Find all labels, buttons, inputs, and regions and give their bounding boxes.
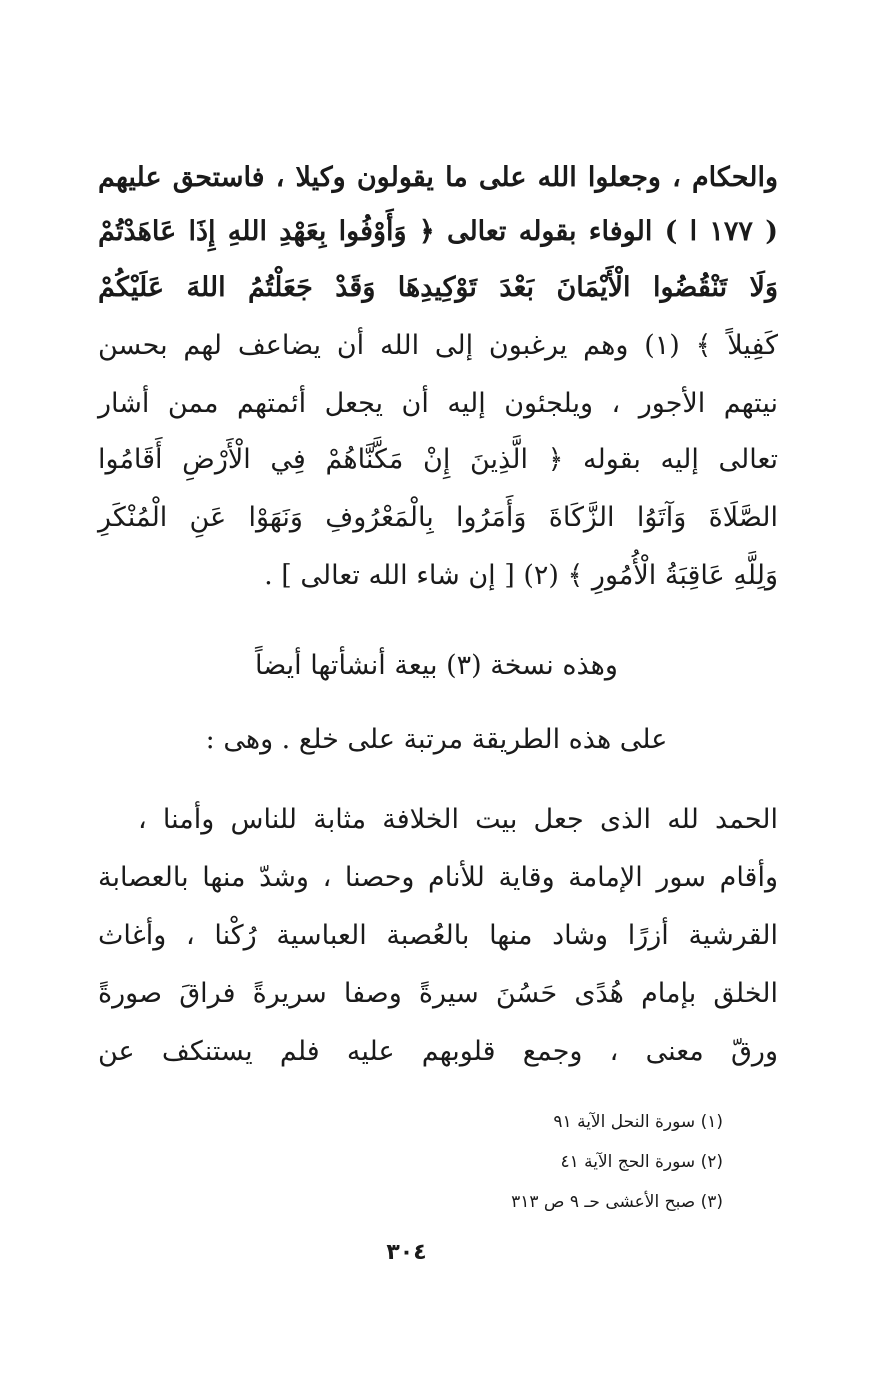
paragraph-line: وَلِلَّهِ عَاقِبَةُ الْأُمُورِ ﴾ (٢) [ إن شاء الله تعالى ] . (264, 560, 778, 591)
footnote: (٣) صبح الأعشى حـ ٩ ص ٣١٣ (511, 1192, 723, 1212)
paragraph-line: ورقّ معنى ، وجمع قلوبهم عليه فلم يستنكف عن (98, 1036, 778, 1067)
page-number: ٣٠٤ (386, 1240, 427, 1265)
paragraph-line: ( ١٧٧ ا ) الوفاء بقوله تعالى ﴿ وَأَوْفُوا بِعَهْدِ اللهِ إِذَا عَاهَدْتُمْ (98, 216, 778, 247)
footnote: (٢) سورة الحج الآية ٤١ (560, 1152, 723, 1172)
paragraph-line: تعالى إليه بقوله ﴿ الَّذِينَ إِنْ مَكَّنَّاهُمْ فِي الْأَرْضِ أَقَامُوا (98, 444, 778, 475)
paragraph-line: القرشية أزرًا وشاد منها بالعُصبة العباسية رُكْنا ، وأغاث (98, 920, 778, 951)
paragraph-line: نيتهم الأجور ، ويلجئون إليه أن يجعل أئمتهم ممن أشار (98, 388, 778, 419)
paragraph-line: الصَّلَاةَ وَآتَوُا الزَّكَاةَ وَأَمَرُوا بِالْمَعْرُوفِ وَنَهَوْا عَنِ الْمُنْكَرِ (98, 502, 778, 533)
paragraph-line: وَلَا تَنْقُضُوا الْأَيْمَانَ بَعْدَ تَوْكِيدِهَا وَقَدْ جَعَلْتُمُ اللهَ عَلَيْكُمْ (98, 272, 778, 303)
section-heading: وهذه نسخة (٣) بيعة أنشأتها أيضاً (255, 650, 618, 681)
footnote: (١) سورة النحل الآية ٩١ (553, 1112, 723, 1132)
paragraph-line: الخلق بإمام هُدًى حَسُنَ سيرةً وصفا سريرةً فراقَ صورةً (98, 978, 778, 1009)
paragraph-line: كَفِيلاً ﴾ (١) وهم يرغبون إلى الله أن يضاعف لهم بحسن (98, 330, 778, 361)
paragraph-line: وأقام سور الإمامة وقاية للأنام وحصنا ، وشدّ منها بالعصابة (98, 862, 778, 893)
paragraph-line: الحمد لله الذى جعل بيت الخلافة مثابة للناس وأمنا ، (138, 804, 778, 835)
section-subheading: على هذه الطريقة مرتبة على خلع . وهى : (205, 724, 668, 755)
paragraph-line: والحكام ، وجعلوا الله على ما يقولون وكيلا ، فاستحق عليهم (98, 162, 778, 193)
